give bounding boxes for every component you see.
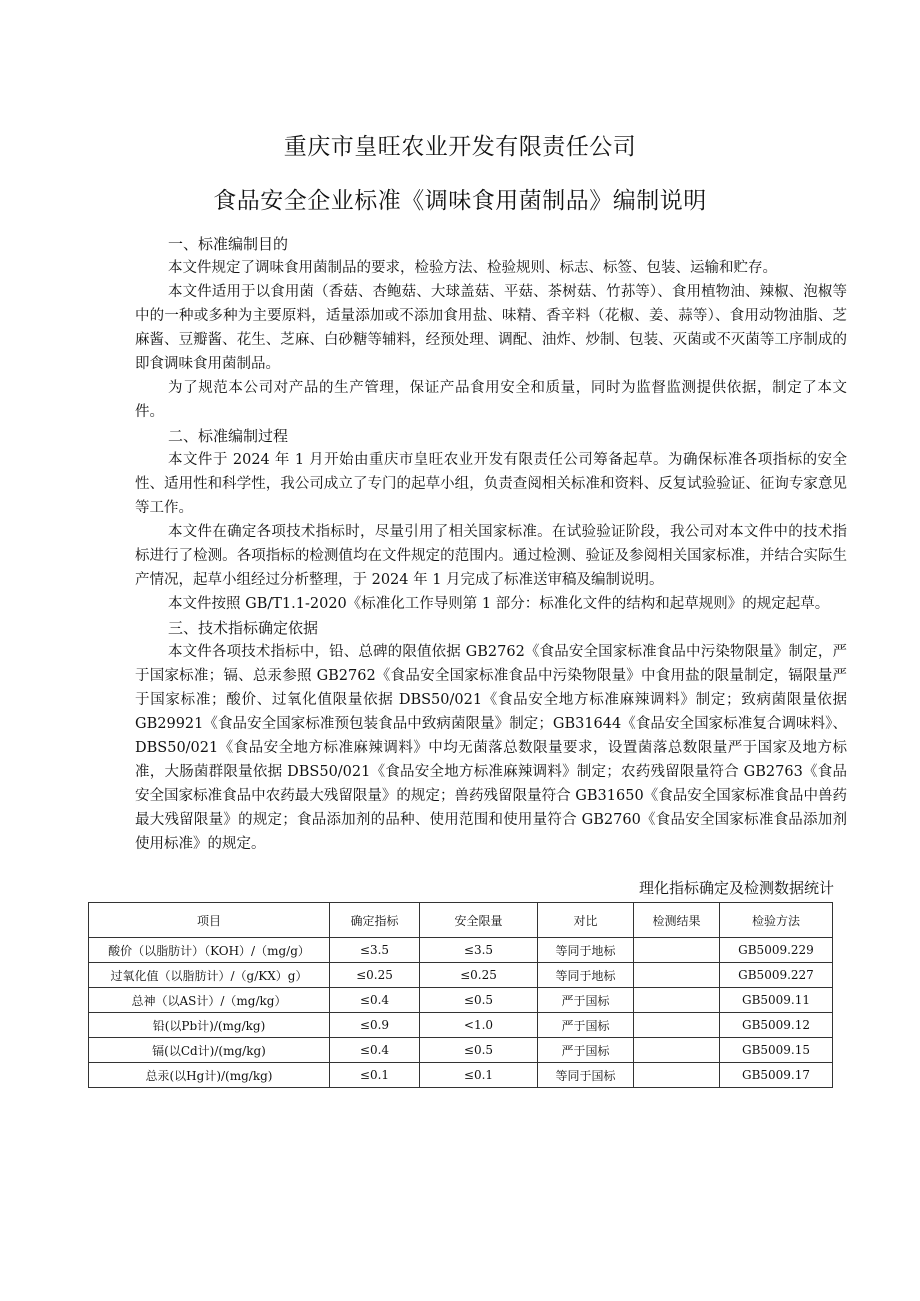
section-heading: 一、标准编制目的	[168, 235, 289, 253]
paragraph: 本文件在确定各项技术指标时，尽量引用了相关国家标准。在试验验证阶段，我公司对本文件中的技术指标进行了检测。各项指标的检测值均在文件规定的范围内。通过检测、验证及参阅相关国家标准，并结合实际生产情况，起草小组经过分析整理，于 2024 年 1 月完成了标准送审稿及编制说明。	[135, 524, 847, 588]
table-cell: ≤0.9	[330, 1013, 420, 1038]
paragraph: 为了规范本公司对产品的生产管理，保证产品食用安全和质量，同时为监督监测提供依据，制定了本文件。	[135, 380, 847, 420]
header-cell: 对比	[538, 903, 634, 938]
table-cell: GB5009.12	[720, 1013, 833, 1038]
table-cell: GB5009.229	[720, 938, 833, 963]
table-cell: 等同于地标	[538, 938, 634, 963]
table-cell: 严于国标	[538, 1038, 634, 1063]
table-cell	[634, 988, 720, 1013]
table-cell: 镉(以Cd计)/(mg/kg)	[89, 1038, 330, 1063]
indicator-table	[88, 902, 833, 1088]
table-cell: 铅(以Pb计)/(mg/kg)	[89, 1013, 330, 1038]
table-row	[89, 963, 833, 988]
header-cell: 检验方法	[720, 903, 833, 938]
table-cell: ≤0.25	[420, 963, 538, 988]
table-cell: 酸价（以脂肪计）（KOH）/（mg/g）	[89, 938, 330, 963]
table-cell: ≤3.5	[420, 938, 538, 963]
table-cell: GB5009.17	[720, 1063, 833, 1088]
table-cell: ≤0.1	[330, 1063, 420, 1088]
table-cell: 总汞(以Hg计)/(mg/kg)	[89, 1063, 330, 1088]
table-cell: ≤0.5	[420, 1038, 538, 1063]
table-cell: 等同于地标	[538, 963, 634, 988]
table-row	[89, 1013, 833, 1038]
table-cell: 严于国标	[538, 1013, 634, 1038]
table-cell: ≤0.1	[420, 1063, 538, 1088]
header-cell: 检测结果	[634, 903, 720, 938]
paragraph: 本文件于 2024 年 1 月开始由重庆市皇旺农业开发有限责任公司筹备起草。为确保标准各项指标的安全性、适用性和科学性，我公司成立了专门的起草小组，负责查阅相关标准和资料、反复试验验证、征询专家意见等工作。	[135, 452, 847, 516]
table-caption: 理化指标确定及检测数据统计	[638, 879, 834, 897]
paragraph: 本文件规定了调味食用菌制品的要求，检验方法、检验规则、标志、标签、包装、运输和贮存。	[168, 260, 777, 276]
section-heading: 二、标准编制过程	[168, 427, 289, 445]
table-cell	[634, 1063, 720, 1088]
table-cell: 过氧化值（以脂肪计）/（g/KX）g）	[89, 963, 330, 988]
table-cell: GB5009.15	[720, 1038, 833, 1063]
paragraph: 本文件各项技术指标中，铅、总碑的限值依据 GB2762《食品安全国家标准食品中污染物限量》制定，严于国家标准；镉、总汞参照 GB2762《食品安全国家标准食品中污染物限量》中食用盐的限量制定，镉限量严于国家标准；酸价、过氧化值限量依据 DBS50/021《食品安全地方标准麻辣调料》制定；致病菌限量依据 GB29921《食品安全国家标准预包装食品中致病菌限量》制定；GB31644《食品安全国家标准复合调味料》、DBS50/021《食品安全地方标准麻辣调料》中均无菌落总数限量要求，设置菌落总数限量严于国家及地方标准，大肠菌群限量依据 DBS50/021《食品安全地方标准麻辣调料》制定；农药残留限量符合 GB2763《食品安全国家标准食品中农药最大残留限量》的规定；兽药残留限量符合 GB31650《食品安全国家标准食品中兽药最大残留限量》的规定；食品添加剂的品种、使用范围和使用量符合 GB2760《食品安全国家标准食品添加剂使用标准》的规定。	[135, 644, 847, 852]
document-body	[135, 232, 847, 856]
table-cell	[634, 938, 720, 963]
section-heading: 三、技术指标确定依据	[168, 619, 319, 637]
table-cell: ≤0.5	[420, 988, 538, 1013]
header-cell: 项目	[89, 903, 330, 938]
table-cell	[634, 1013, 720, 1038]
header-cell: 安全限量	[420, 903, 538, 938]
table-cell: 总神（以AS计）/（mg/kg）	[89, 988, 330, 1013]
table-cell: ≤0.25	[330, 963, 420, 988]
table-cell: ≤0.4	[330, 1038, 420, 1063]
table-cell: 严于国标	[538, 988, 634, 1013]
table-cell: 等同于国标	[538, 1063, 634, 1088]
table-cell: ≤3.5	[330, 938, 420, 963]
header-cell: 确定指标	[330, 903, 420, 938]
paragraph: 本文件适用于以食用菌（香菇、杏鲍菇、大球盖菇、平菇、茶树菇、竹荪等）、食用植物油、辣椒、泡椒等中的一种或多种为主要原料，适量添加或不添加食用盐、味精、香辛料（花椒、姜、蒜等）、食用动物油脂、芝麻酱、豆瓣酱、花生、芝麻、白砂糖等辅料，经预处理、调配、油炸、炒制、包装、灭菌或不灭菌等工序制成的即食调味食用菌制品。	[135, 284, 847, 372]
table-cell	[634, 1038, 720, 1063]
company-title: 重庆市皇旺农业开发有限责任公司	[283, 134, 637, 160]
paragraph: 本文件按照 GB/T1.1-2020《标准化工作导则第 1 部分：标准化文件的结构和起草规则》的规定起草。	[168, 596, 830, 612]
table-row	[89, 1038, 833, 1063]
table-row	[89, 938, 833, 963]
table-cell: GB5009.227	[720, 963, 833, 988]
table-cell: <1.0	[420, 1013, 538, 1038]
table-cell	[634, 963, 720, 988]
table-cell: ≤0.4	[330, 988, 420, 1013]
table-cell: GB5009.11	[720, 988, 833, 1013]
document-title: 食品安全企业标准《调味食用菌制品》编制说明	[213, 188, 707, 214]
table-header-row	[89, 903, 833, 938]
table-row	[89, 988, 833, 1013]
table-row	[89, 1063, 833, 1088]
